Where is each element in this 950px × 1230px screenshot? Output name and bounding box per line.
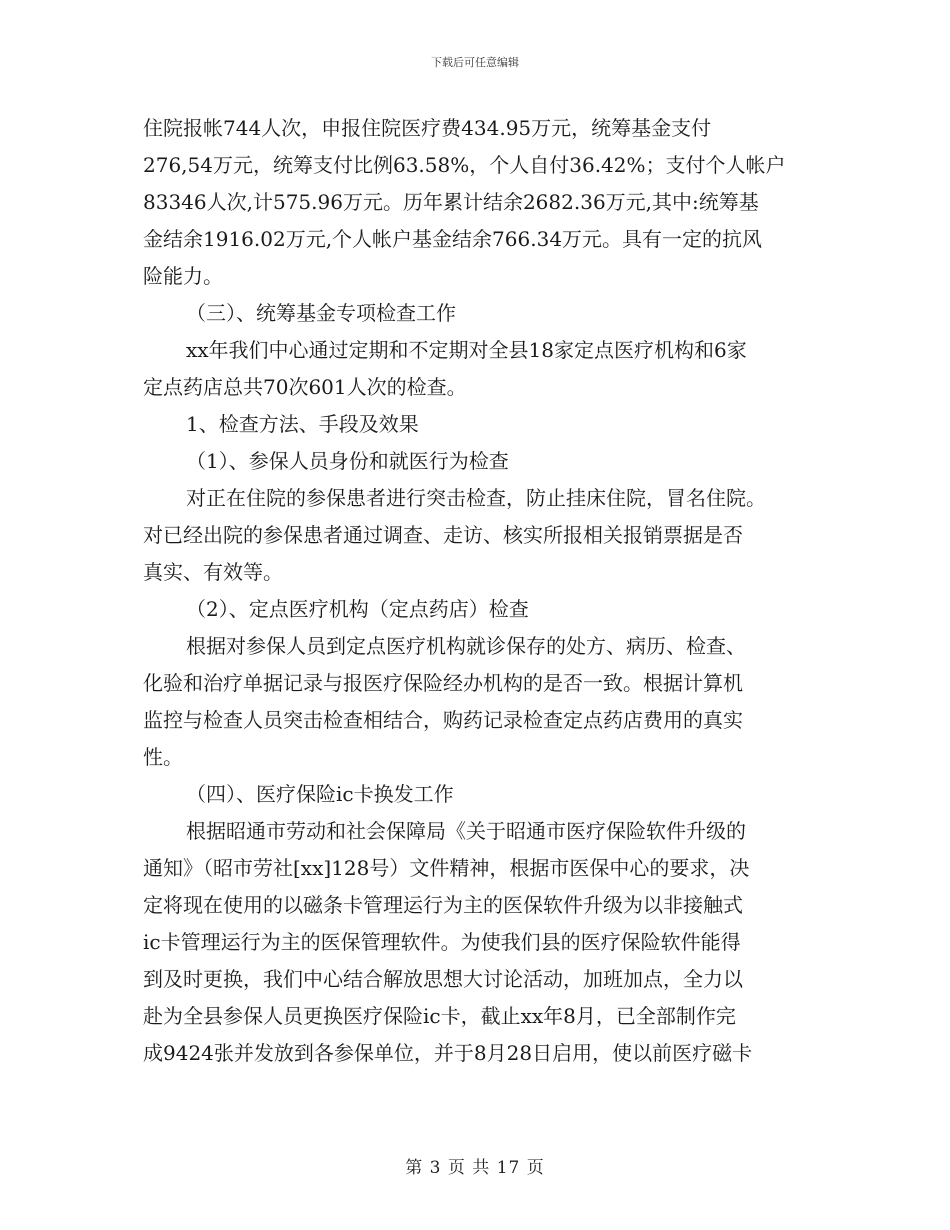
text-line: 化验和治疗单据记录与报医疗保险经办机构的是否一致。根据计算机 [143, 671, 743, 695]
text-line: 金结余1916.02万元,个人帐户基金结余766.34万元。具有一定的抗风 [143, 227, 763, 251]
text-line: （三）、统筹基金专项检查工作 [186, 301, 456, 325]
text-line: 到及时更换，我们中心结合解放思想大讨论活动，加班加点，全力以 [143, 967, 743, 991]
text-line: ic卡管理运行为主的医保管理软件。为使我们县的医疗保险软件能得 [143, 930, 741, 954]
text-line: （2）、定点医疗机构（定点药店）检查 [186, 597, 529, 621]
text-line: 监控与检查人员突击检查相结合，购药记录检查定点药店费用的真实 [143, 708, 743, 732]
text-line: 对已经出院的参保患者通过调查、走访、核实所报相关报销票据是否 [143, 523, 743, 547]
text-line: （1）、参保人员身份和就医行为检查 [186, 449, 509, 473]
text-line: 真实、有效等。 [143, 560, 283, 584]
text-line: 1、检查方法、手段及效果 [186, 412, 419, 436]
text-line: 赴为全县参保人员更换医疗保险ic卡，截止xx年8月，已全部制作完 [143, 1004, 736, 1028]
text-line: xx年我们中心通过定期和不定期对全县18家定点医疗机构和6家 [186, 338, 747, 362]
text-line: 根据昭通市劳动和社会保障局《关于昭通市医疗保险软件升级的 [186, 819, 746, 843]
text-line: 成9424张并发放到各参保单位，并于8月28日启用，使以前医疗磁卡 [143, 1041, 753, 1065]
text-line: 定点药店总共70次601人次的检查。 [143, 375, 467, 399]
text-line: 性。 [143, 745, 183, 769]
text-line: 276,54万元，统筹支付比例63.58%，个人自付36.42%；支付个人帐户 [143, 153, 786, 177]
page-number-footer: 第 3 页 共 17 页 [405, 1158, 545, 1178]
text-line: 根据对参保人员到定点医疗机构就诊保存的处方、病历、检查、 [186, 634, 746, 658]
page-header: 下载后可任意编辑 [431, 56, 519, 69]
text-line: 通知》（昭市劳社[xx]128号）文件精神，根据市医保中心的要求，决 [143, 856, 750, 880]
text-line: 住院报帐744人次，申报住院医疗费434.95万元，统筹基金支付 [143, 116, 712, 140]
text-line: （四）、医疗保险ic卡换发工作 [186, 782, 454, 806]
text-line: 83346人次,计575.96万元。历年累计结余2682.36万元,其中:统筹基 [143, 190, 759, 214]
text-line: 定将现在使用的以磁条卡管理运行为主的医保软件升级为以非接触式 [143, 893, 743, 917]
text-line: 险能力。 [143, 264, 223, 288]
text-line: 对正在住院的参保患者进行突击检查，防止挂床住院，冒名住院。 [186, 486, 766, 510]
document-body [143, 110, 813, 1072]
